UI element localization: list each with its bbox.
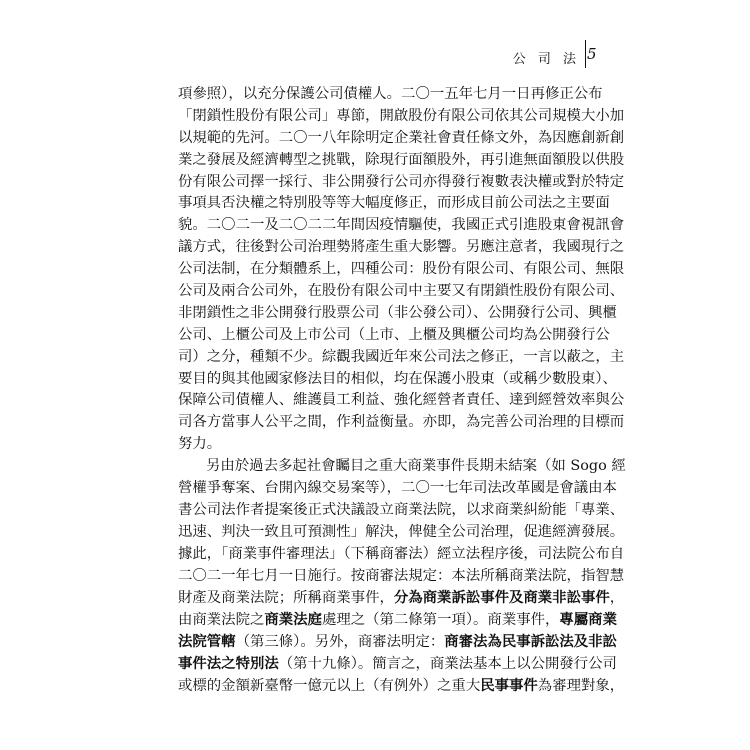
page-number: 5 xyxy=(587,45,597,63)
text-line: 議方式，往後對公司治理勢將產生重大影響。另應注意者，我國現行之 xyxy=(178,239,625,256)
text-line: 事項具否決權之特別股等等大幅度修正，而形成目前公司法之主要面 xyxy=(178,195,610,212)
bold-run: 專屬商業 xyxy=(559,611,617,629)
text-line xyxy=(178,653,617,675)
text-line: 另由於過去多起社會矚目之重大商業事件長期未結案（如 Sogo 經 xyxy=(206,458,626,475)
text-line: 公司法制，在分類體系上，四種公司：股份有限公司、有限公司、無限 xyxy=(178,261,625,278)
text-line: 書公司法作者提案後正式決議設立商業法院，以求商業糾紛能「專業、 xyxy=(178,501,625,518)
bold-run: 事件法之特別法 xyxy=(178,655,279,673)
text-line: 份有限公司擇一採行、非公開發行公司亦得發行複數表決權或對於特定 xyxy=(178,173,625,190)
bold-run: 商審法為民事訴訟法及非訟 xyxy=(444,633,617,651)
text-run: （第十九條）。簡言之，商業法基本上以公開發行公司 xyxy=(278,656,617,673)
text-line: 以規範的先河。二〇一八年除明定企業社會責任條文外，為因應創新創 xyxy=(178,129,625,146)
header-divider xyxy=(585,40,586,68)
text-line: 迅速、判決一致且可預測性」解決，俾健全公司治理，促進經濟發展。 xyxy=(178,523,625,540)
text-line: 非閉鎖性之非公開發行股票公司（非公發公司）、公開發行公司、興櫃 xyxy=(178,304,617,321)
bold-run: 民事事件 xyxy=(480,677,538,695)
text-line: 「閉鎖性股份有限公司」專節，開啟股份有限公司依其公司規模大小加 xyxy=(178,107,625,124)
text-run: ， xyxy=(609,590,625,607)
text-line: 二〇二一年七月一日施行。按商審法規定：本法所稱商業法院，指智慧 xyxy=(178,567,625,584)
text-run: 處理之（第二條第一項）。商業事件， xyxy=(321,612,560,629)
text-run: 為審理對象， xyxy=(537,678,625,695)
text-line: 營權爭奪案、台開內線交易案等），二〇一七年司法改革國是會議由本 xyxy=(178,480,617,497)
text-line: 要目的與其他國家修法目的相似，均在保護小股東（或稱少數股東）、 xyxy=(178,370,617,387)
body-text xyxy=(178,84,626,697)
text-line: 業之發展及經濟轉型之挑戰，除現行面額股外，再引進無面額股以供股 xyxy=(178,151,625,168)
text-run: （第三條）。另外，商審法明定： xyxy=(235,634,445,651)
text-line xyxy=(178,587,625,609)
bold-run: 分為商業訴訟事件及商業非訟事件 xyxy=(393,589,610,607)
text-line: 司）之分，種類不少。綜觀我國近年來公司法之修正，一言以蔽之，主 xyxy=(178,348,625,365)
bold-run: 法院管轄 xyxy=(178,633,236,651)
text-run: 由商業法院之 xyxy=(178,612,265,629)
running-header: 公 司 法 xyxy=(512,52,580,67)
text-line: 保障公司債權人、維護員工利益、強化經營者責任、達到經營效率與公 xyxy=(178,392,625,409)
text-line: 努力。 xyxy=(178,436,222,453)
text-line: 公司及兩合公司外，在股份有限公司中主要又有閉鎖性股份有限公司、 xyxy=(178,283,625,300)
text-line: 據此，「商業事件審理法」（下稱商審法）經立法程序後，司法院公布自 xyxy=(178,545,625,562)
text-run: 或標的金額新臺幣一億元以上（有例外）之重大 xyxy=(178,678,481,695)
text-line: 公司、上櫃公司及上市公司（上市、上櫃及興櫃公司均為公開發行公 xyxy=(178,326,610,343)
text-run: 財產及商業法院；所稱商業事件， xyxy=(178,590,394,607)
bold-run: 商業法庭 xyxy=(264,611,322,629)
text-line xyxy=(178,631,617,653)
text-line xyxy=(178,609,617,631)
text-line: 司各方當事人公平之間，作利益衡量。亦即，為完善公司治理的目標而 xyxy=(178,414,625,431)
text-line: 項參照），以充分保護公司債權人。二〇一五年七月一日再修正公布 xyxy=(178,86,603,102)
text-line xyxy=(178,675,625,697)
text-line: 貌。二〇二一及二〇二二年間因疫情驅使，我國正式引進股東會視訊會 xyxy=(178,217,625,234)
